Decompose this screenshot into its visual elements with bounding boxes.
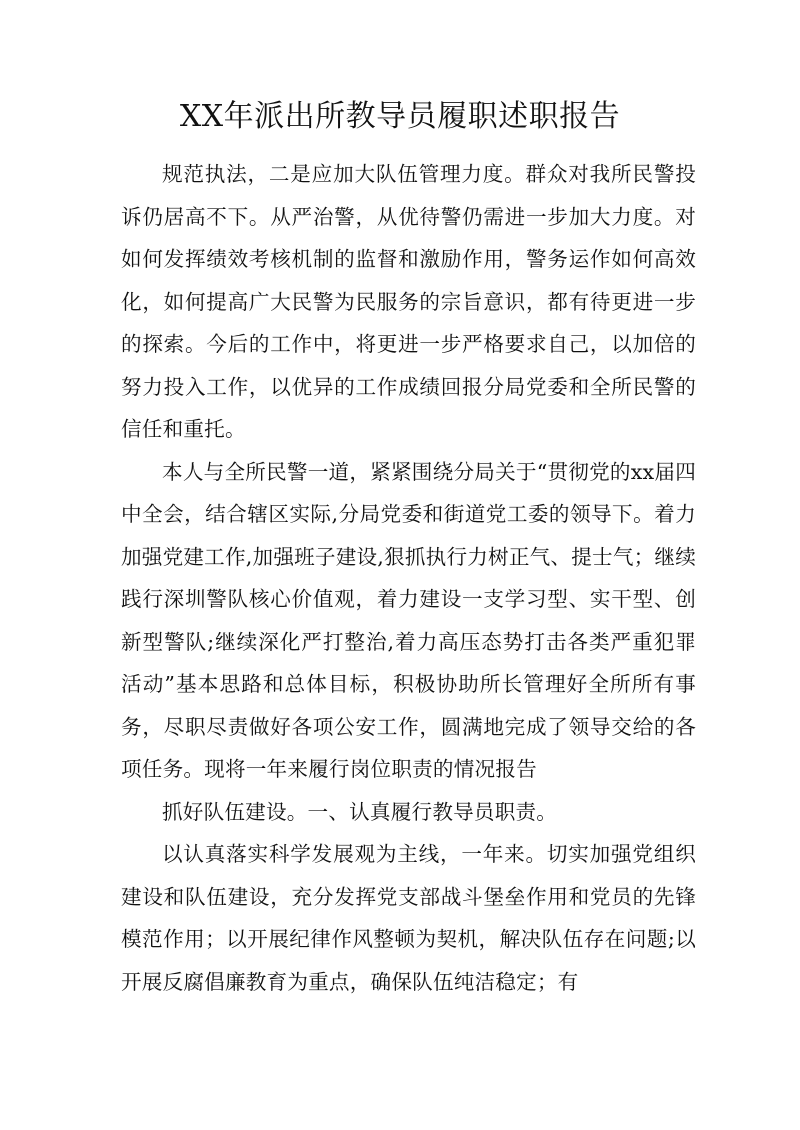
- paragraph-3: 抓好队伍建设。一、认真履行教导员职责。: [162, 799, 558, 824]
- paragraph-1: 规范执法，二是应加大队伍管理力度。群众对我所民警投诉仍居高不下。从严治警，从优待警仍需进一步加大力度。对如何发挥绩效考核机制的监督和激励作用，警务运作如何高效化，如何提高广大民警为民服务的宗旨意识，都有待更进一步的探索。今后的工作中，将更进一步严格要求自己，以加倍的努力投入工作，以优异的工作成绩回报分局党委和全所民警的信任和重托。: [121, 162, 696, 441]
- document-body: [121, 153, 696, 1003]
- paragraph-4: 以认真落实科学发展观为主线，一年来。切实加强党组织建设和队伍建设，充分发挥党支部战斗堡垒作用和党员的先锋模范作用；以开展纪律作风整顿为契机，解决队伍存在问题;以开展反腐倡廉教育为重点，确保队伍纯洁稳定；有: [121, 842, 696, 994]
- paragraph-2: 本人与全所民警一道，紧紧围绕分局关于“贯彻党的xx届四中全会，结合辖区实际,分局党委和街道党工委的领导下。着力加强党建工作,加强班子建设,狠抓执行力树正气、提士气；继续践行深圳警队核心价值观，着力建设一支学习型、实干型、创新型警队;继续深化严打整治,着力高压态势打击各类严重犯罪活动”基本思路和总体目标，积极协助所长管理好全所所有事务，尽职尽责做好各项公安工作，圆满地完成了领导交给的各项任务。现将一年来履行岗位职责的情况报告: [121, 459, 696, 781]
- document-title: XX年派出所教导员履职述职报告: [179, 99, 621, 134]
